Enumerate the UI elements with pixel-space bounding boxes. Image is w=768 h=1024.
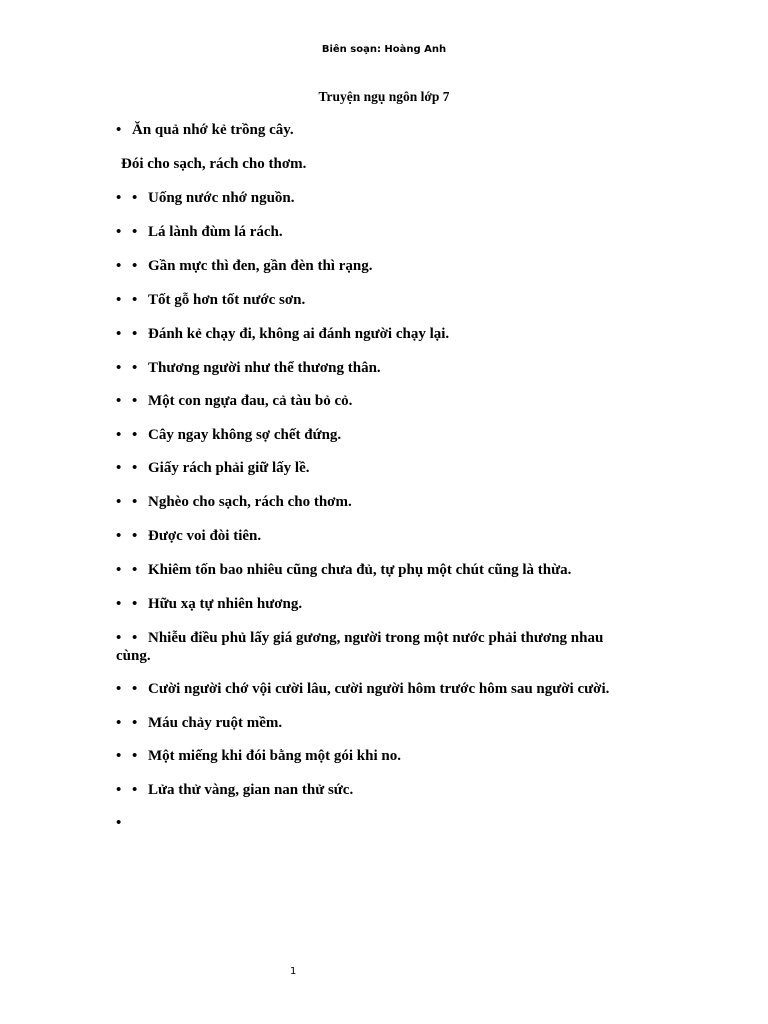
bullet: • (116, 360, 122, 376)
bullet: • (132, 224, 138, 240)
list-item (116, 121, 636, 139)
bullet: • (116, 562, 122, 578)
bullet: • (132, 460, 138, 476)
bullet: • (132, 360, 138, 376)
list-item (116, 714, 636, 732)
bullet: • (116, 460, 122, 476)
list-item (116, 392, 636, 410)
page-header: Biên soạn: Hoàng Anh (321, 44, 447, 55)
bullet: • (116, 494, 122, 510)
list-item-text: Nhiễu điều phủ lấy giá gương, người trong một nước phải thương nhau cùng. (116, 630, 604, 664)
list-item-text: Gần mực thì đen, gần đèn thì rạng. (148, 258, 373, 274)
bullet: • (116, 326, 122, 342)
list-item-text: Thương người như thể thương thân. (148, 360, 381, 376)
bullet: • (116, 427, 122, 443)
bullet: • (116, 292, 122, 308)
list-item-text: Lửa thử vàng, gian nan thử sức. (148, 782, 354, 798)
list-item (116, 595, 636, 613)
list-item (116, 747, 636, 765)
bullet: • (132, 326, 138, 342)
bullet: • (132, 715, 138, 731)
list-item-text: Cây ngay không sợ chết đứng. (148, 427, 342, 443)
list-item (116, 189, 636, 207)
bullet: • (116, 815, 122, 831)
bullet: • (132, 782, 138, 798)
list-item (116, 426, 636, 444)
document-title: Truyện ngụ ngôn lớp 7 (318, 89, 450, 104)
bullet: • (132, 630, 138, 646)
list-item-text: Ăn quả nhớ kẻ trồng cây. (132, 122, 294, 138)
list-item-text: Uống nước nhớ nguồn. (148, 190, 295, 206)
list-item-text: Giấy rách phải giữ lấy lề. (148, 460, 310, 476)
list-item-text: Nghèo cho sạch, rách cho thơm. (148, 494, 352, 510)
list-item (116, 561, 636, 579)
bullet: • (116, 528, 122, 544)
list-item-text: Tốt gỗ hơn tốt nước sơn. (148, 292, 306, 308)
list-item (116, 359, 636, 377)
list-item (121, 155, 641, 173)
list-item-text: Đánh kẻ chạy đi, không ai đánh người chạy lại. (148, 326, 450, 342)
bullet: • (116, 748, 122, 764)
list-item-text: Hữu xạ tự nhiên hương. (148, 596, 303, 612)
bullet: • (116, 393, 122, 409)
bullet: • (116, 715, 122, 731)
list-item-text: Lá lành đùm lá rách. (148, 224, 283, 240)
bullet: • (132, 393, 138, 409)
list-item (116, 257, 636, 275)
list-item-text: Khiêm tốn bao nhiêu cũng chưa đủ, tự phụ một chút cũng là thừa. (148, 562, 572, 578)
list-item (116, 629, 636, 665)
list-item-text: Được voi đòi tiên. (148, 528, 262, 544)
bullet: • (132, 190, 138, 206)
list-item (116, 493, 636, 511)
bullet: • (116, 258, 122, 274)
list-item-text: Một con ngựa đau, cả tàu bỏ cỏ. (148, 393, 353, 409)
list-item (116, 680, 636, 698)
bullet: • (116, 122, 122, 138)
bullet: • (132, 494, 138, 510)
bullet: • (116, 782, 122, 798)
bullet: • (132, 528, 138, 544)
list-item-text: Máu chảy ruột mềm. (148, 715, 283, 731)
bullet: • (116, 630, 122, 646)
page-number: 1 (290, 966, 297, 977)
list-item (116, 459, 636, 477)
list-item (116, 781, 636, 799)
bullet: • (132, 258, 138, 274)
list-item (116, 291, 636, 309)
list-item-text: Một miếng khi đói bằng một gói khi no. (148, 748, 401, 764)
list-item-text: Đói cho sạch, rách cho thơm. (121, 156, 307, 172)
list-item (116, 325, 636, 343)
list-item-text: Cười người chớ vội cười lâu, cười người hôm trước hôm sau người cười. (148, 681, 610, 697)
bullet: • (132, 681, 138, 697)
bullet: • (116, 190, 122, 206)
bullet: • (132, 596, 138, 612)
bullet: • (132, 748, 138, 764)
bullet: • (116, 681, 122, 697)
bullet: • (132, 562, 138, 578)
bullet: • (132, 292, 138, 308)
bullet: • (116, 224, 122, 240)
bullet: • (132, 427, 138, 443)
list-item (116, 223, 636, 241)
bullet: • (116, 596, 122, 612)
list-item-empty (116, 814, 636, 832)
list-item (116, 527, 636, 545)
